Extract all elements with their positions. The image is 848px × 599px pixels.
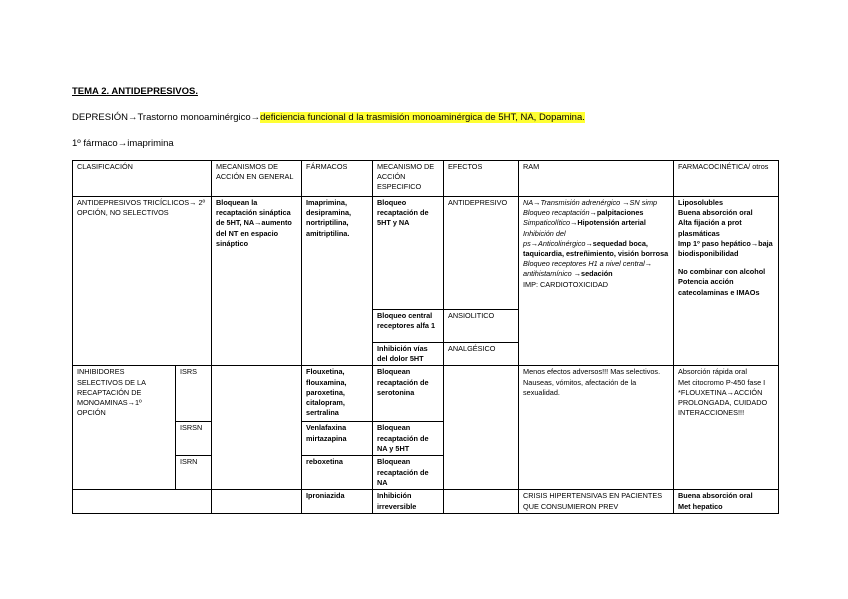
isrsn-label: ISRSN: [176, 422, 212, 456]
triciclicos-especifico-2: Bloqueo central receptores alfa 1: [373, 310, 444, 343]
ram-line: Inhibición del ps→Anticolinérgico→sequedad boca, taquicardia, estreñimiento, visión borrosa: [523, 228, 669, 259]
header-mecanismos: MECANISMOS DE ACCIÓN EN GENERAL: [212, 161, 302, 197]
imao-clasificacion: [73, 490, 212, 513]
table-row: [73, 197, 779, 310]
isrs-especifico: Bloquean recaptación de serotonina: [373, 366, 444, 422]
intro-highlight: deficiencia funcional d la trasmisión monoaminérgica de 5HT, NA, Dopamina.: [260, 112, 585, 123]
isrs-farmacos: Flouxetina, flouxamina, paroxetina, citalopram, sertralina: [302, 366, 373, 422]
page-title: TEMA 2. ANTIDEPRESIVOS.: [72, 86, 198, 97]
pk-line: Alta fijación a prot plasmáticas: [678, 218, 742, 238]
intro-line: [72, 112, 585, 123]
triciclicos-farmacos: Imaprimina, desipramina, nortriptilina, amitriptilina.: [302, 197, 373, 366]
ram-line: Bloqueo recaptación→palpitaciones: [523, 208, 644, 218]
triciclicos-farmacocinetica: [674, 197, 779, 366]
triciclicos-ram: [519, 197, 674, 366]
inhibidores-efectos: [444, 366, 519, 490]
pk-line: Met hepatico: [678, 501, 723, 511]
imao-mecanismo: [212, 490, 302, 513]
isrn-farmacos: reboxetina: [302, 456, 373, 490]
ram-line: Simpaticolítico→Hipotensión arterial: [523, 218, 646, 228]
triciclicos-especifico-3: Inhibición vías del dolor 5HT: [373, 343, 444, 366]
header-mecanismo-especifico: MECANISMO DE ACCIÓN ESPECIFICO: [373, 161, 444, 197]
ram-line: NA→Transmisión adrenérgico →SN simp: [523, 198, 658, 207]
intro-prefix: DEPRESIÓN→Trastorno monoaminérgico→: [72, 112, 261, 123]
isrn-especifico: Bloquean recaptación de NA: [373, 456, 444, 490]
pk-line: Potencia acción catecolaminas e IMAOs: [678, 277, 760, 297]
isrsn-especifico: Bloquean recaptación de NA y 5HT: [373, 422, 444, 456]
pk-line: Imp 1º paso hepático→baja biodisponibilidad: [678, 238, 773, 259]
first-drug-line: 1º fármaco→imaprimina: [72, 138, 174, 149]
ram-line: Bloqueo receptores H1 a nivel central→ antihistamínico →sedación: [523, 259, 652, 279]
triciclicos-especifico-1: Bloqueo recaptación de 5HT y NA: [373, 197, 444, 310]
header-farmacocinetica: FARMACOCINÉTICA/ otros: [674, 161, 779, 197]
ram-line: IMP: CARDIOTOXICIDAD: [523, 279, 609, 289]
triciclicos-clasificacion: ANTIDEPRESIVOS TRICÍCLICOS→ 2º OPCIÓN, NO SELECTIVOS: [73, 197, 212, 366]
inhibidores-farmacocinetica: [674, 366, 779, 490]
ram-line: Nauseas, vómitos, afectación de la sexualidad.: [523, 377, 637, 397]
isrs-label: ISRS: [176, 366, 212, 422]
isrsn-farmacos: Venlafaxina mirtazapina: [302, 422, 373, 456]
ram-line: Menos efectos adversos!!! Mas selectivos.: [523, 367, 661, 377]
triciclicos-efecto-3: ANALGÉSICO: [444, 343, 519, 366]
table-header-row: [73, 161, 779, 197]
imao-farmacocinetica: [674, 490, 779, 513]
table-row: [73, 366, 779, 422]
pk-line: Buena absorción oral: [678, 208, 753, 218]
triciclicos-efecto-2: ANSIOLITICO: [444, 310, 519, 343]
table-row: [73, 490, 779, 513]
isrn-label: ISRN: [176, 456, 212, 490]
pk-line: Liposolubles: [678, 198, 724, 207]
pk-line: *FLOUXETINA→ACCIÓN PROLONGADA, CUIDADO INTERACCIONES!!!: [678, 387, 768, 418]
imao-ram: CRISIS HIPERTENSIVAS EN PACIENTES QUE CONSUMIERON PREV: [519, 490, 674, 513]
pk-line: Absorción rápida oral: [678, 367, 747, 377]
inhibidores-ram: [519, 366, 674, 490]
antidepressants-table: [72, 160, 779, 514]
header-clasificacion: CLASIFICACIÓN: [73, 161, 212, 197]
triciclicos-mecanismo: Bloquean la recaptación sináptica de 5HT, NA→aumento del NT en espacio sináptico: [212, 197, 302, 366]
pk-line: No combinar con alcohol: [678, 267, 766, 277]
pk-line: Met citocromo P-450 fase I: [678, 377, 766, 387]
imao-efectos: [444, 490, 519, 513]
imao-especifico: Inhibición irreversible: [373, 490, 444, 513]
header-farmacos: FÁRMACOS: [302, 161, 373, 197]
header-efectos: EFECTOS: [444, 161, 519, 197]
imao-farmacos: Iproniazida: [302, 490, 373, 513]
header-ram: RAM: [519, 161, 674, 197]
inhibidores-clasificacion: INHIBIDORES SELECTIVOS DE LA RECAPTACIÓN DE MONOAMINAS→1º OPCIÓN: [73, 366, 176, 490]
pk-line: Buena absorción oral: [678, 491, 753, 501]
triciclicos-efecto-1: ANTIDEPRESIVO: [444, 197, 519, 310]
inhibidores-mecanismo: [212, 366, 302, 490]
